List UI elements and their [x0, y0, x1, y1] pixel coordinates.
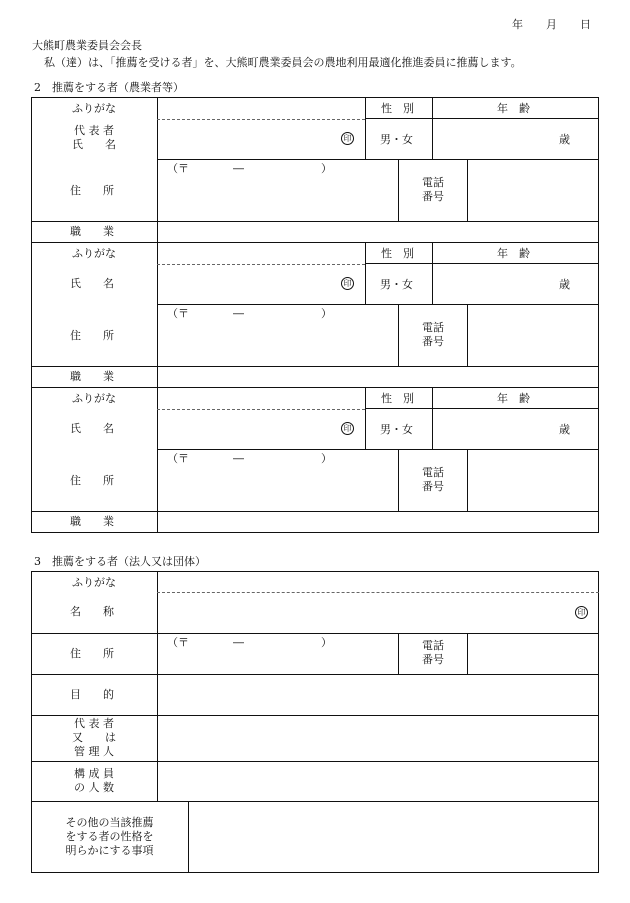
phone-label: 電話 番号 [422, 176, 444, 203]
org-phone-label: 電話 番号 [422, 639, 444, 666]
org-postal-code[interactable]: （〒 ― ） [167, 636, 332, 649]
phone-label: 電話 番号 [422, 466, 444, 493]
age-unit: 歳 [559, 278, 570, 291]
seal-mark: 印 [341, 132, 354, 145]
seal-mark: 印 [341, 422, 354, 435]
phone-input[interactable] [468, 160, 598, 221]
age-header: 年 齢 [497, 102, 530, 115]
gender-value[interactable]: 男・女 [380, 423, 413, 436]
address-label: 住 所 [70, 184, 114, 197]
addressee: 大熊町農業委員会会長 [32, 39, 142, 52]
date-day: 日 [580, 18, 591, 31]
gender-header: 性 別 [381, 392, 414, 405]
furigana-label: ふりがな [72, 392, 116, 405]
age-header: 年 齢 [497, 247, 530, 260]
name-input[interactable] [158, 410, 338, 448]
phone-input[interactable] [468, 450, 598, 511]
age-input[interactable] [433, 409, 553, 449]
age-header: 年 齢 [497, 392, 530, 405]
name-input[interactable] [158, 265, 338, 303]
age-input[interactable] [433, 264, 553, 304]
address-label: 住 所 [70, 329, 114, 342]
occupation-input[interactable] [158, 367, 598, 386]
name-input[interactable] [158, 120, 338, 158]
org-representative-input[interactable] [158, 716, 598, 761]
address-input[interactable] [158, 177, 398, 221]
furigana-input[interactable] [158, 388, 364, 408]
address-label: 住 所 [70, 474, 114, 487]
rep-name-label: 代 表 者 氏 名 [72, 124, 116, 151]
phone-input[interactable] [468, 305, 598, 366]
org-other-label: その他の当該推薦 をする者の性格を 明らかにする事項 [65, 816, 154, 857]
declaration-text: 私（達）は、「推薦を受ける者」を、大熊町農業委員会の農地利用最適化推進委員に推薦します。 [44, 56, 522, 69]
org-name-label: 名 称 [70, 605, 114, 618]
org-purpose-label: 目 的 [70, 688, 114, 701]
occupation-label: 職 業 [70, 515, 114, 528]
name-label: 氏 名 [70, 277, 114, 290]
org-other-input[interactable] [189, 802, 598, 872]
gender-value[interactable]: 男・女 [380, 278, 413, 291]
date-year: 年 [512, 18, 523, 31]
seal-mark: 印 [341, 277, 354, 290]
gender-header: 性 別 [381, 102, 414, 115]
furigana-input[interactable] [158, 243, 364, 263]
gender-value[interactable]: 男・女 [380, 133, 413, 146]
org-address-label: 住 所 [70, 647, 114, 660]
furigana-input[interactable] [158, 98, 364, 118]
occupation-input[interactable] [158, 222, 598, 241]
name-label: 氏 名 [70, 422, 114, 435]
section2-title: 2 推薦をする者（農業者等） [34, 81, 184, 94]
gender-header: 性 別 [381, 247, 414, 260]
age-input[interactable] [433, 119, 553, 159]
org-furigana-input[interactable] [158, 572, 598, 592]
postal-code[interactable]: （〒 ― ） [167, 307, 332, 320]
address-input[interactable] [158, 467, 398, 511]
address-input[interactable] [158, 322, 398, 366]
org-purpose-input[interactable] [158, 675, 598, 715]
age-unit: 歳 [559, 423, 570, 436]
org-seal-mark: 印 [575, 606, 588, 619]
section3-title: 3 推薦をする者（法人又は団体） [34, 555, 206, 568]
occupation-input[interactable] [158, 512, 598, 531]
org-members-label: 構 成 員 の 人 数 [74, 767, 114, 794]
org-address-input[interactable] [158, 650, 398, 674]
org-phone-input[interactable] [468, 634, 598, 674]
furigana-label: ふりがな [72, 247, 116, 260]
org-representative-label: 代 表 者 又 は 管 理 人 [72, 717, 116, 758]
occupation-label: 職 業 [70, 225, 114, 238]
date-month: 月 [546, 18, 557, 31]
org-name-input[interactable] [158, 593, 578, 633]
phone-label: 電話 番号 [422, 321, 444, 348]
furigana-label: ふりがな [72, 102, 116, 115]
org-members-input[interactable] [158, 762, 598, 801]
org-furigana-label: ふりがな [72, 576, 116, 589]
postal-code[interactable]: （〒 ― ） [167, 162, 332, 175]
age-unit: 歳 [559, 133, 570, 146]
postal-code[interactable]: （〒 ― ） [167, 452, 332, 465]
occupation-label: 職 業 [70, 370, 114, 383]
